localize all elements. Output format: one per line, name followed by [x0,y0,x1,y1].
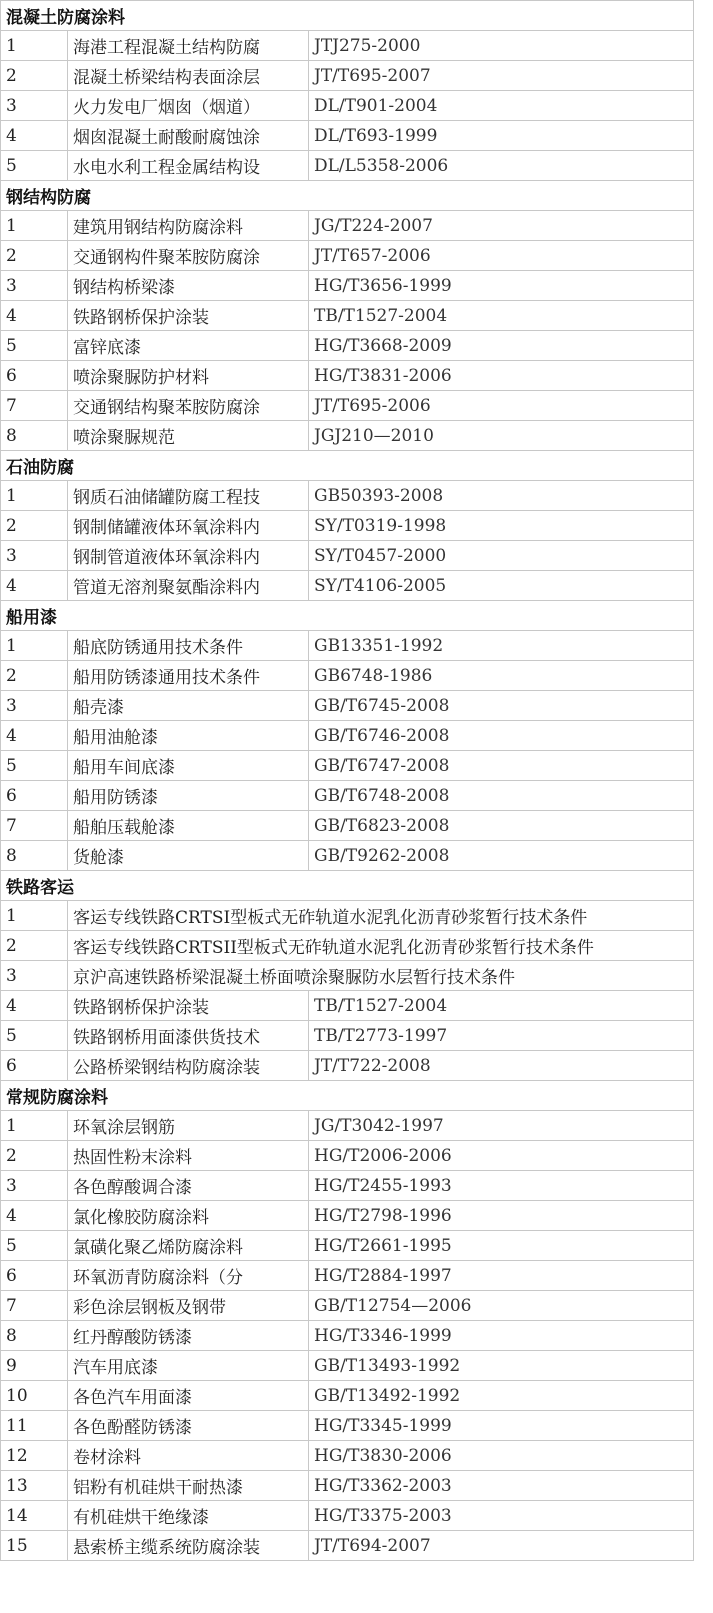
standard-name: 船用防锈漆 [68,781,309,811]
standard-name: 混凝土桥梁结构表面涂层 [68,61,309,91]
row-number: 1 [1,211,68,241]
standard-name: 铁路钢桥保护涂装 [68,301,309,331]
standard-name: 铁路钢桥保护涂装 [68,991,309,1021]
row-number: 2 [1,931,68,961]
row-number: 11 [1,1411,68,1441]
standard-name: 氯化橡胶防腐涂料 [68,1201,309,1231]
table-row [1,1291,694,1321]
section-header-row [1,601,694,631]
standard-code: HG/T2884-1997 [309,1261,694,1291]
table-row [1,1471,694,1501]
section-header-row [1,871,694,901]
standard-code: SY/T0457-2000 [309,541,694,571]
standard-name: 钢质石油储罐防腐工程技 [68,481,309,511]
table-row [1,421,694,451]
table-row [1,301,694,331]
table-row [1,841,694,871]
table-row [1,1051,694,1081]
row-number: 12 [1,1441,68,1471]
standard-code: DL/T901-2004 [309,91,694,121]
section-title: 常规防腐涂料 [1,1081,694,1111]
standard-name: 氯磺化聚乙烯防腐涂料 [68,1231,309,1261]
table-row [1,1141,694,1171]
standard-code: JT/T695-2006 [309,391,694,421]
row-number: 3 [1,691,68,721]
row-number: 6 [1,1261,68,1291]
standard-name: 交通钢结构聚苯胺防腐涂 [68,391,309,421]
table-row [1,1321,694,1351]
row-number: 4 [1,121,68,151]
row-number: 8 [1,421,68,451]
standard-code: HG/T3346-1999 [309,1321,694,1351]
table-row [1,991,694,1021]
row-number: 3 [1,271,68,301]
standard-name: 铝粉有机硅烘干耐热漆 [68,1471,309,1501]
standard-code: JG/T3042-1997 [309,1111,694,1141]
table-row [1,721,694,751]
row-number: 5 [1,331,68,361]
table-row [1,91,694,121]
standard-code: HG/T3831-2006 [309,361,694,391]
row-number: 4 [1,991,68,1021]
standard-code: DL/T693-1999 [309,121,694,151]
row-number: 1 [1,901,68,931]
row-number: 2 [1,661,68,691]
section-title: 混凝土防腐涂料 [1,1,694,31]
standard-name: 管道无溶剂聚氨酯涂料内 [68,571,309,601]
standard-name: 建筑用钢结构防腐涂料 [68,211,309,241]
row-number: 2 [1,241,68,271]
standard-name: 各色汽车用面漆 [68,1381,309,1411]
row-number: 1 [1,1111,68,1141]
row-number: 15 [1,1531,68,1561]
standard-code: JT/T722-2008 [309,1051,694,1081]
section-header-row [1,181,694,211]
standard-name: 公路桥梁钢结构防腐涂装 [68,1051,309,1081]
standard-name: 火力发电厂烟囱（烟道） [68,91,309,121]
standard-code: HG/T2455-1993 [309,1171,694,1201]
table-row [1,241,694,271]
row-number: 13 [1,1471,68,1501]
table-row [1,61,694,91]
row-number: 3 [1,91,68,121]
table-row [1,481,694,511]
table-row [1,1171,694,1201]
row-number: 6 [1,1051,68,1081]
section-title: 铁路客运 [1,871,694,901]
standard-code: GB/T12754—2006 [309,1291,694,1321]
standard-name: 钢结构桥梁漆 [68,271,309,301]
table-row [1,511,694,541]
standard-name: 铁路钢桥用面漆供货技术 [68,1021,309,1051]
standard-name: 船用车间底漆 [68,751,309,781]
standard-name: 船用油舱漆 [68,721,309,751]
standard-name: 悬索桥主缆系统防腐涂装 [68,1531,309,1561]
table-row [1,751,694,781]
row-number: 2 [1,61,68,91]
table-row [1,391,694,421]
standard-name: 烟囱混凝土耐酸耐腐蚀涂 [68,121,309,151]
row-number: 5 [1,1231,68,1261]
row-number: 3 [1,1171,68,1201]
standard-name: 船壳漆 [68,691,309,721]
table-row [1,541,694,571]
table-row [1,361,694,391]
standard-name: 各色酚醛防锈漆 [68,1411,309,1441]
table-row [1,691,694,721]
standard-code: GB/T13493-1992 [309,1351,694,1381]
standard-code: JT/T695-2007 [309,61,694,91]
section-title: 钢结构防腐 [1,181,694,211]
standard-name: 客运专线铁路CRTSII型板式无砟轨道水泥乳化沥青砂浆暂行技术条件 [68,931,694,961]
standard-code: JT/T657-2006 [309,241,694,271]
table-row [1,1021,694,1051]
row-number: 5 [1,751,68,781]
row-number: 7 [1,1291,68,1321]
standard-name: 喷涂聚脲规范 [68,421,309,451]
section-header-row [1,451,694,481]
table-row [1,1501,694,1531]
standard-name: 环氧沥青防腐涂料（分 [68,1261,309,1291]
table-row [1,331,694,361]
row-number: 1 [1,481,68,511]
row-number: 4 [1,301,68,331]
table-row [1,1531,694,1561]
table-row [1,121,694,151]
section-header-row [1,1,694,31]
row-number: 6 [1,361,68,391]
section-header-row [1,1081,694,1111]
standard-code: SY/T4106-2005 [309,571,694,601]
table-row [1,1201,694,1231]
standard-code: GB/T6823-2008 [309,811,694,841]
table-row [1,961,694,991]
table-row [1,31,694,61]
standard-code: GB/T6746-2008 [309,721,694,751]
table-row [1,571,694,601]
row-number: 2 [1,1141,68,1171]
standard-code: HG/T3375-2003 [309,1501,694,1531]
standard-code: GB/T6745-2008 [309,691,694,721]
table-row [1,1111,694,1141]
standard-code: TB/T1527-2004 [309,991,694,1021]
row-number: 4 [1,1201,68,1231]
standards-table-body [1,1,694,1561]
standard-code: HG/T3345-1999 [309,1411,694,1441]
standard-name: 汽车用底漆 [68,1351,309,1381]
standard-name: 船用防锈漆通用技术条件 [68,661,309,691]
standard-name: 钢制管道液体环氧涂料内 [68,541,309,571]
standard-code: HG/T2006-2006 [309,1141,694,1171]
standard-name: 交通钢构件聚苯胺防腐涂 [68,241,309,271]
standard-name: 环氧涂层钢筋 [68,1111,309,1141]
standard-code: GB50393-2008 [309,481,694,511]
standard-code: GB/T6747-2008 [309,751,694,781]
table-row [1,931,694,961]
standard-code: GB6748-1986 [309,661,694,691]
standard-code: JT/T694-2007 [309,1531,694,1561]
table-row [1,271,694,301]
standard-code: JG/T224-2007 [309,211,694,241]
section-title: 石油防腐 [1,451,694,481]
table-row [1,211,694,241]
table-row [1,901,694,931]
standard-name: 钢制储罐液体环氧涂料内 [68,511,309,541]
standard-name: 热固性粉末涂料 [68,1141,309,1171]
standard-code: HG/T3668-2009 [309,331,694,361]
row-number: 14 [1,1501,68,1531]
section-title: 船用漆 [1,601,694,631]
table-row [1,781,694,811]
table-row [1,151,694,181]
standard-name: 海港工程混凝土结构防腐 [68,31,309,61]
standard-code: GB13351-1992 [309,631,694,661]
row-number: 8 [1,841,68,871]
standard-code: GB/T6748-2008 [309,781,694,811]
row-number: 1 [1,31,68,61]
table-row [1,631,694,661]
table-row [1,1231,694,1261]
standard-name: 货舱漆 [68,841,309,871]
row-number: 10 [1,1381,68,1411]
standard-name: 京沪高速铁路桥梁混凝土桥面喷涂聚脲防水层暂行技术条件 [68,961,694,991]
row-number: 7 [1,391,68,421]
row-number: 2 [1,511,68,541]
standard-name: 卷材涂料 [68,1441,309,1471]
row-number: 4 [1,571,68,601]
row-number: 1 [1,631,68,661]
row-number: 5 [1,151,68,181]
row-number: 5 [1,1021,68,1051]
row-number: 7 [1,811,68,841]
standard-name: 各色醇酸调合漆 [68,1171,309,1201]
standard-name: 有机硅烘干绝缘漆 [68,1501,309,1531]
standard-code: HG/T2661-1995 [309,1231,694,1261]
table-row [1,1261,694,1291]
table-row [1,1351,694,1381]
standard-code: GB/T13492-1992 [309,1381,694,1411]
table-row [1,811,694,841]
standard-code: SY/T0319-1998 [309,511,694,541]
standard-code: TB/T2773-1997 [309,1021,694,1051]
standard-code: JTJ275-2000 [309,31,694,61]
standard-code: HG/T3362-2003 [309,1471,694,1501]
table-row [1,661,694,691]
standard-code: HG/T3830-2006 [309,1441,694,1471]
table-row [1,1411,694,1441]
standard-code: HG/T3656-1999 [309,271,694,301]
row-number: 4 [1,721,68,751]
row-number: 8 [1,1321,68,1351]
table-row [1,1381,694,1411]
standard-name: 彩色涂层钢板及钢带 [68,1291,309,1321]
standard-name: 船底防锈通用技术条件 [68,631,309,661]
standard-name: 船舶压载舱漆 [68,811,309,841]
standard-name: 富锌底漆 [68,331,309,361]
standard-name: 水电水利工程金属结构设 [68,151,309,181]
standard-name: 客运专线铁路CRTSI型板式无砟轨道水泥乳化沥青砂浆暂行技术条件 [68,901,694,931]
standard-code: HG/T2798-1996 [309,1201,694,1231]
row-number: 6 [1,781,68,811]
standard-code: TB/T1527-2004 [309,301,694,331]
row-number: 3 [1,541,68,571]
standard-name: 喷涂聚脲防护材料 [68,361,309,391]
table-row [1,1441,694,1471]
row-number: 3 [1,961,68,991]
standard-code: JGJ210—2010 [309,421,694,451]
standard-code: DL/L5358-2006 [309,151,694,181]
standard-code: GB/T9262-2008 [309,841,694,871]
standard-name: 红丹醇酸防锈漆 [68,1321,309,1351]
row-number: 9 [1,1351,68,1381]
